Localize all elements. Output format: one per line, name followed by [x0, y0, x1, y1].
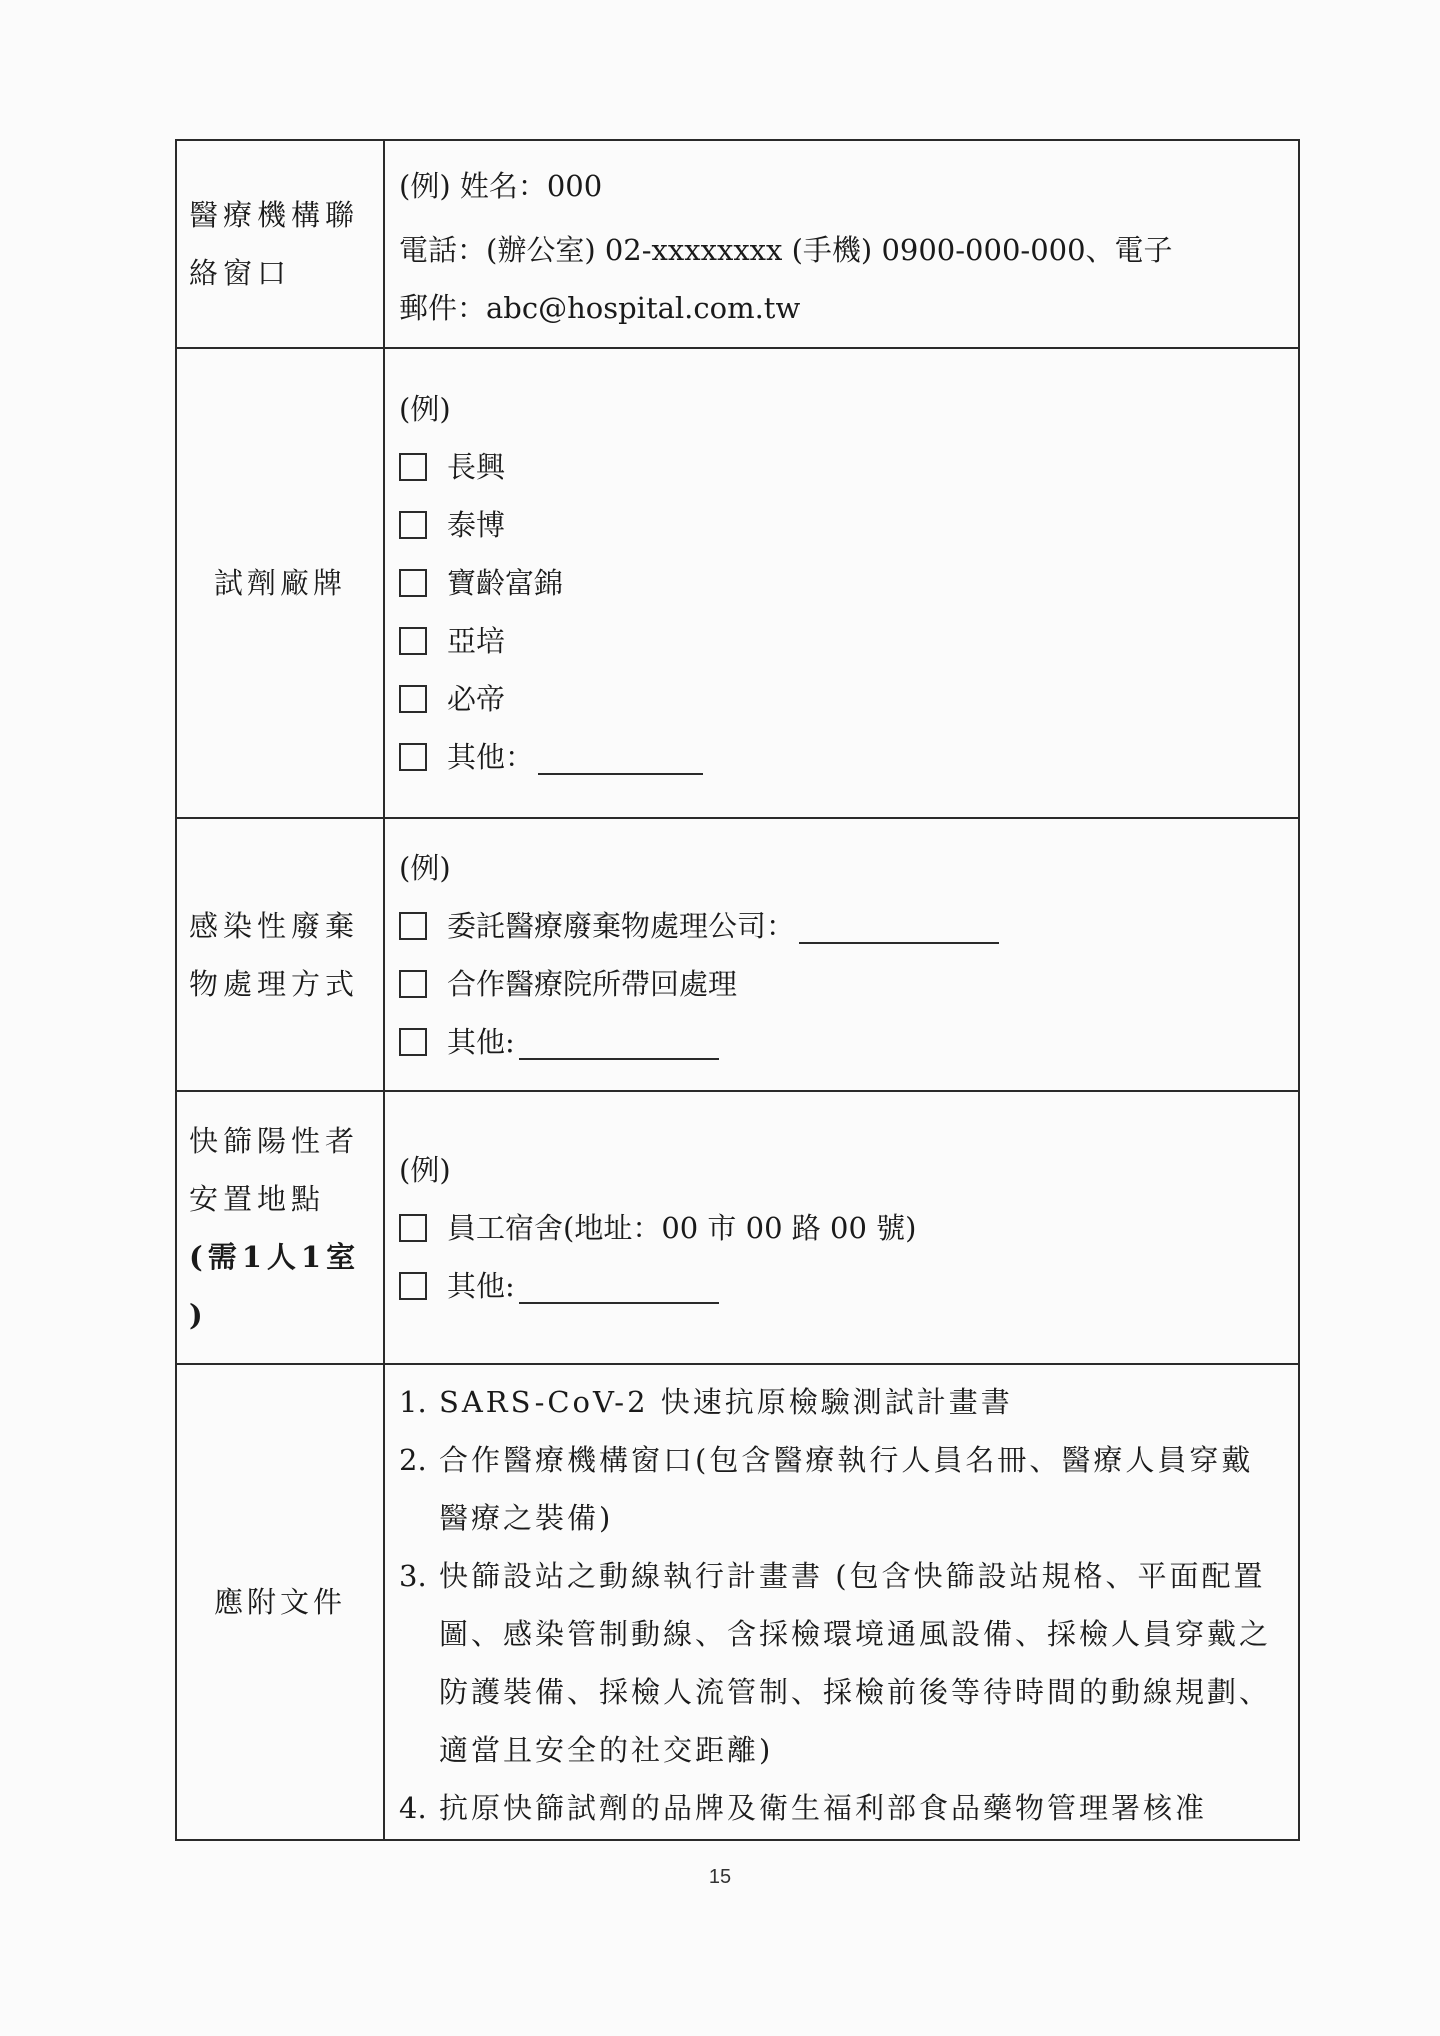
waste-option-other[interactable]: 其他: [399, 1013, 1284, 1071]
reagent-example: (例) [399, 392, 451, 426]
attachment-item: 2. 合作醫療機構窗口(包含醫療執行人員名冊、醫療人員穿戴醫療之裝備) [399, 1443, 1254, 1535]
reagent-option-2[interactable]: 泰博 [399, 496, 1284, 554]
reagent-label: 試劑廠牌 [213, 566, 346, 600]
placement-option-other[interactable]: 其他: [399, 1257, 1284, 1315]
waste-content-cell [384, 818, 1299, 1091]
attachment-item: 3. 快篩設站之動線執行計畫書 (包含快篩設站規格、平面配置圖、感染管制動線、含採檢環境通風設備、採檢人員穿戴之防護裝備、採檢人流管制、採檢前後等待時間的動線規劃、適當且安全的社交距離) [399, 1559, 1272, 1767]
contact-name-line: (例) 姓名：000 [399, 169, 603, 203]
reagent-option-other[interactable]: 其他： [399, 728, 1284, 786]
contact-email-line: 郵件：abc@hospital.com.tw [399, 291, 801, 325]
reagent-label-cell [176, 348, 384, 818]
checkbox[interactable] [399, 912, 427, 940]
checkbox[interactable] [399, 685, 427, 713]
checkbox[interactable] [399, 1214, 427, 1242]
contact-label-cell [176, 140, 384, 348]
reagent-option-4[interactable]: 亞培 [399, 612, 1284, 670]
contact-label: 醫療機構聯絡窗口 [189, 198, 360, 290]
placement-option-1[interactable]: 員工宿舍(地址：00 市 00 路 00 號) [399, 1199, 1284, 1257]
placement-label: 快篩陽性者 安置地點 (需1人1室 ) [189, 1123, 361, 1332]
fill-in-blank[interactable] [799, 908, 999, 944]
waste-label-cell [176, 818, 384, 1091]
placement-row [176, 1091, 1299, 1364]
attachments-row [176, 1364, 1299, 1840]
checkbox[interactable] [399, 1272, 427, 1300]
placement-example: (例) [399, 1152, 451, 1187]
fill-in-blank[interactable] [538, 739, 703, 775]
contact-row [176, 140, 1299, 348]
reagent-option-5[interactable]: 必帝 [399, 670, 1284, 728]
checkbox[interactable] [399, 1028, 427, 1056]
checkbox[interactable] [399, 453, 427, 481]
checkbox[interactable] [399, 743, 427, 771]
waste-option-2[interactable]: 合作醫療院所帶回處理 [399, 955, 1284, 1013]
waste-label: 感染性廢棄 物處理方式 [189, 908, 360, 1001]
contact-phone-line: 電話：(辦公室) 02-xxxxxxxx (手機) 0900-000-000、電子 [399, 233, 1173, 267]
waste-example: (例) [399, 850, 451, 885]
checkbox[interactable] [399, 970, 427, 998]
application-form-table [175, 139, 1300, 1841]
attachment-item: 1. SARS-CoV-2 快速抗原檢驗測試計畫書 [399, 1385, 1013, 1419]
attachments-label: 應附文件 [213, 1585, 346, 1619]
checkbox[interactable] [399, 569, 427, 597]
reagent-option-1[interactable]: 長興 [399, 438, 1284, 496]
checkbox[interactable] [399, 511, 427, 539]
placement-content-cell [384, 1091, 1299, 1364]
reagent-content-cell [384, 348, 1299, 818]
contact-content-cell [384, 140, 1299, 348]
page-number: 15 [708, 1866, 732, 1888]
attachments-label-cell [176, 1364, 384, 1840]
waste-row [176, 818, 1299, 1091]
fill-in-blank[interactable] [519, 1024, 719, 1060]
checkbox[interactable] [399, 627, 427, 655]
fill-in-blank[interactable] [519, 1268, 719, 1304]
reagent-row [176, 348, 1299, 818]
reagent-option-3[interactable]: 寶齡富錦 [399, 554, 1284, 612]
placement-label-cell [176, 1091, 384, 1364]
attachments-content-cell [384, 1364, 1299, 1840]
waste-option-1[interactable]: 委託醫療廢棄物處理公司： [399, 897, 1284, 955]
attachment-item: 4. 抗原快篩試劑的品牌及衛生福利部食品藥物管理署核准 [399, 1791, 1208, 1825]
